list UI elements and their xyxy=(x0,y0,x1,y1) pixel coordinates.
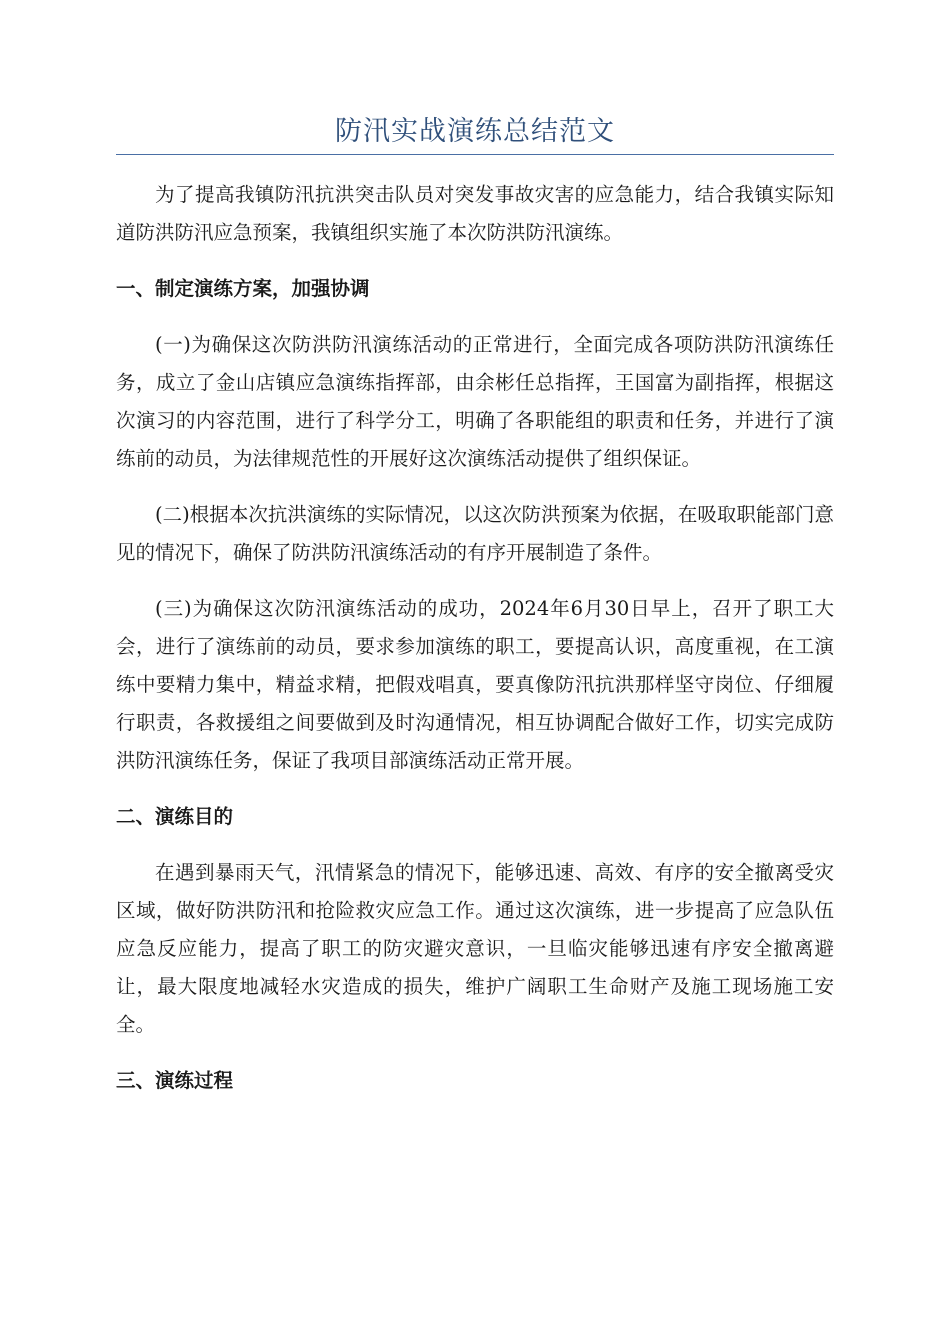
paragraph-intro: 为了提高我镇防汛抗洪突击队员对突发事故灾害的应急能力，结合我镇实际知道防洪防汛应急预案，我镇组织实施了本次防洪防汛演练。 xyxy=(116,183,834,244)
section-heading-1: 一、制定演练方案，加强协调 xyxy=(116,277,370,300)
document-body xyxy=(116,176,834,1118)
section-heading-2: 二、演练目的 xyxy=(116,805,234,828)
title-underline xyxy=(116,154,834,155)
paragraph-1-2: (二)根据本次抗洪演练的实际情况，以这次防洪预案为依据，在吸取职能部门意见的情况下，确保了防洪防汛演练活动的有序开展制造了条件。 xyxy=(116,503,834,564)
paragraph-1-1: (一)为确保这次防洪防汛演练活动的正常进行，全面完成各项防洪防汛演练任务，成立了金山店镇应急演练指挥部，由余彬任总指挥，王国富为副指挥，根据这次演习的内容范围，进行了科学分工，明确了各职能组的职责和任务，并进行了演练前的动员，为法律规范性的开展好这次演练活动提供了组织保证。 xyxy=(116,333,834,470)
section-heading-3: 三、演练过程 xyxy=(116,1069,234,1092)
paragraph-2-1: 在遇到暴雨天气，汛情紧急的情况下，能够迅速、高效、有序的安全撤离受灾区域，做好防洪防汛和抢险救灾应急工作。通过这次演练，进一步提高了应急队伍应急反应能力，提高了职工的防灾避灾意识，一旦临灾能够迅速有序安全撤离避让，最大限度地减轻水灾造成的损失，维护广阔职工生命财产及施工现场施工安全。 xyxy=(116,861,834,1036)
document-title: 防汛实战演练总结范文 xyxy=(335,116,615,147)
paragraph-1-3: (三)为确保这次防汛演练活动的成功，2024年6月30日早上，召开了职工大会，进行了演练前的动员，要求参加演练的职工，要提高认识，高度重视，在工演练中要精力集中，精益求精，把假戏唱真，要真像防汛抗洪那样坚守岗位、仔细履行职责，各救援组之间要做到及时沟通情况，相互协调配合做好工作，切实完成防洪防汛演练任务，保证了我项目部演练活动正常开展。 xyxy=(116,597,834,772)
